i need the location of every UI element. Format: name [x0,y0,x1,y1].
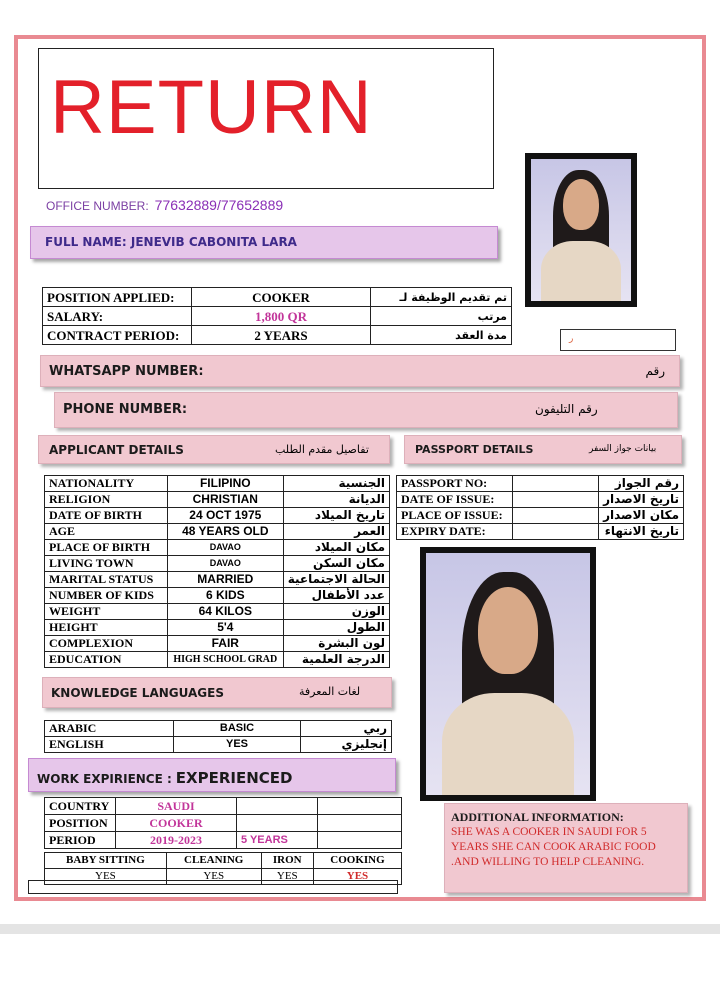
additional-info-text: SHE WAS A COOKER IN SAUDI FOR 5 YEARS SHE CAN COOK ARABIC FOOD .AND WILLING TO HELP CLEANING. [451,826,656,868]
table-row: PLACE OF ISSUE: مكان الاصدار [397,508,684,524]
table-row: EXPIRY DATE: تاريخ الانتهاء [397,524,684,540]
additional-info-box [444,803,688,893]
table-row: COUNTRY SAUDI [45,798,402,815]
passport-table [396,475,684,540]
phone-bar [54,392,678,428]
table-row: WEIGHT 64 KILOS الوزن [45,604,390,620]
table-row: MARITAL STATUS MARRIED الحالة الاجتماعية [45,572,390,588]
phone-arabic: رقم التليفون [535,402,598,416]
phone-label: PHONE NUMBER: [63,402,188,417]
applicant-photo-small [525,153,637,307]
table-row: YES YES YES YES [45,869,402,885]
work-value: EXPERIENCED [175,769,293,787]
passport-details-header: PASSPORT DETAILS بيانات جواز السفر [404,435,682,464]
table-row: EDUCATION HIGH SCHOOL GRAD الدرجة العلمية [45,652,390,668]
knowledge-languages-header: KNOWLEDGE LANGUAGES لغات المعرفة [42,677,392,708]
return-stamp: RETURN [50,65,373,150]
work-table [44,797,402,849]
blank-row [28,880,398,894]
work-experience-banner [28,758,396,792]
table-row: POSITION APPLIED: COOKER تم تقديم الوظيفة لـ [43,288,512,307]
table-row: ENGLISH YES إنجليزي [45,737,392,753]
office-value: 77632889/77652889 [154,197,284,213]
table-row: DATE OF BIRTH 24 OCT 1975 تاريخ الميلاد [45,508,390,524]
table-row: PERIOD 2019-2023 5 YEARS [45,832,402,849]
table-row: POSITION COOKER [45,815,402,832]
table-row: PASSPORT NO: رقم الجواز [397,476,684,492]
applicant-details-header: APPLICANT DETAILS تفاصيل مقدم الطلب [38,435,390,464]
table-row: NUMBER OF KIDS 6 KIDS عدد الأطفال [45,588,390,604]
additional-info-label: ADDITIONAL INFORMATION: [451,810,624,824]
table-row: COMPLEXION FAIR لون البشرة [45,636,390,652]
whatsapp-arabic: رقم [645,364,665,378]
table-row: NATIONALITY FILIPINO الجنسية [45,476,390,492]
work-label: WORK EXPIRIENCE : [37,772,172,786]
languages-table [44,720,392,753]
table-row: RELIGION CHRISTIAN الديانة [45,492,390,508]
table-row: ARABIC BASIC ربي [45,721,392,737]
applicant-photo-large [420,547,596,801]
table-row: CONTRACT PERIOD: 2 YEARS مدة العقد [43,326,512,345]
small-note-box: ر [560,329,676,351]
table-row: AGE 48 YEARS OLD العمر [45,524,390,540]
table-row: SALARY: 1,800 QR مرتب [43,307,512,326]
full-name-banner [30,226,498,259]
table-row: LIVING TOWN DAVAO مكان السكن [45,556,390,572]
applicant-table [44,475,390,668]
position-table [42,287,512,345]
table-row: BABY SITTING CLEANING IRON COOKING [45,853,402,869]
table-row: HEIGHT 5'4 الطول [45,620,390,636]
table-row: DATE OF ISSUE: تاريخ الاصدار [397,492,684,508]
office-number [46,197,283,213]
office-label: OFFICE NUMBER: [46,199,149,213]
full-name: FULL NAME: JENEVIB CABONITA LARA [45,235,297,249]
table-row: PLACE OF BIRTH DAVAO مكان الميلاد [45,540,390,556]
whatsapp-bar [40,355,680,387]
whatsapp-label: WHATSAPP NUMBER: [49,364,204,379]
page-shadow [0,924,720,934]
